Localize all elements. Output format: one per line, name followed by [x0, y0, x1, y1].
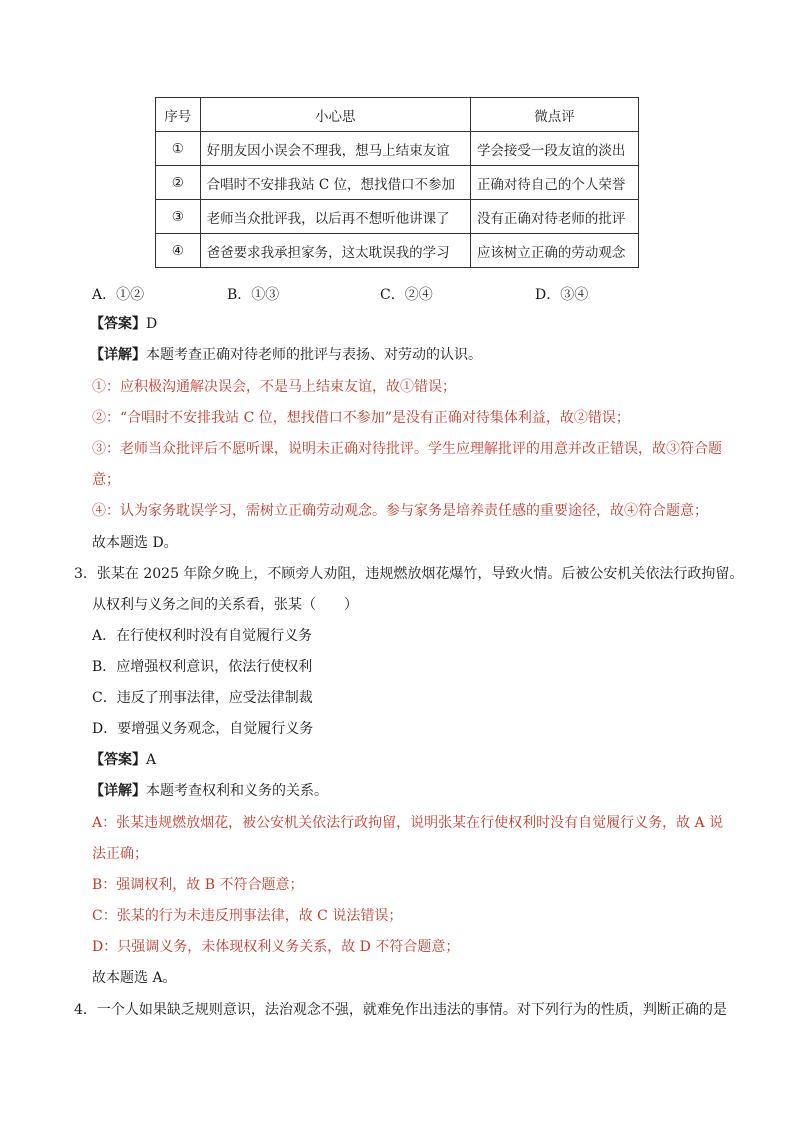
- table-header-cell: 序号: [156, 98, 201, 132]
- analysis-line: 法正确；: [92, 846, 148, 862]
- question-4-stem: 4．一个人如果缺乏规则意识，法治观念不强，就难免作出违法的事情。对下列行为的性质，判断正确的是: [74, 1002, 727, 1018]
- table-cell: 合唱时不安排我站 C 位，想找借口不参加: [200, 166, 470, 200]
- table-header-row: [156, 98, 639, 132]
- option-d: D．③④: [535, 287, 589, 303]
- table-cell: 爸爸要求我承担家务，这太耽误我的学习: [200, 234, 470, 268]
- conclusion: 故本题选 D。: [92, 535, 178, 551]
- q3-detail: [90, 781, 328, 801]
- q2-detail: [90, 345, 482, 365]
- option-d: D．要增强义务观念，自觉履行义务: [92, 721, 314, 737]
- table-cell: ①: [156, 132, 201, 166]
- table-cell: 老师当众批评我，以后再不想听他讲课了: [200, 200, 470, 234]
- answer-tag: 【答案】: [90, 316, 146, 332]
- table-cell: 正确对待自己的个人荣誉: [470, 166, 638, 200]
- question-2-table: [155, 97, 639, 268]
- table-cell: 好朋友因小误会不理我，想马上结束友谊: [200, 132, 470, 166]
- q2-answer: [90, 314, 157, 334]
- option-a: A．①②: [92, 287, 145, 303]
- table-cell: ④: [156, 234, 201, 268]
- question-3-stem-cont: 从权利与义务之间的关系看，张某（ ）: [92, 597, 358, 613]
- table-cell: 应该树立正确的劳动观念: [470, 234, 638, 268]
- analysis-line: B：强调权利，故 B 不符合题意；: [92, 877, 304, 893]
- table-row: [156, 166, 639, 200]
- table-cell: ③: [156, 200, 201, 234]
- table-header-cell: 小心思: [200, 98, 470, 132]
- option-a: A．在行使权利时没有自觉履行义务: [92, 628, 313, 644]
- option-b: B．①③: [227, 287, 280, 303]
- detail-text: 本题考查正确对待老师的批评与表扬、对劳动的认识。: [146, 347, 482, 363]
- detail-tag: 【详解】: [90, 783, 146, 799]
- table-cell: ②: [156, 166, 201, 200]
- table-row: [156, 200, 639, 234]
- analysis-line: A：张某违规燃放烟花，被公安机关依法行政拘留，说明张某在行使权利时没有自觉履行义务，故 A 说: [92, 815, 724, 831]
- table-row: [156, 132, 639, 166]
- option-b: B．应增强权利意识，依法行使权利: [92, 659, 313, 675]
- analysis-line: ①：应积极沟通解决误会，不是马上结束友谊，故①错误；: [92, 379, 456, 395]
- analysis-line: ③：老师当众批评后不愿听课，说明未正确对待批评。学生应理解批评的用意并改正错误，故③符合题: [92, 441, 722, 457]
- analysis-line: 意；: [92, 472, 120, 488]
- table-cell: 没有正确对待老师的批评: [470, 200, 638, 234]
- detail-text: 本题考查权利和义务的关系。: [146, 783, 328, 799]
- detail-tag: 【详解】: [90, 347, 146, 363]
- option-c: C．违反了刑事法律，应受法律制裁: [92, 690, 313, 706]
- analysis-line: C：张某的行为未违反刑事法律，故 C 说法错误；: [92, 908, 403, 924]
- analysis-line: ②：“合唱时不安排我站 C 位，想找借口不参加”是没有正确对待集体利益，故②错误；: [92, 410, 630, 426]
- table-cell: 学会接受一段友谊的淡出: [470, 132, 638, 166]
- answer-tag: 【答案】: [90, 752, 146, 768]
- option-c: C．②④: [380, 287, 433, 303]
- conclusion: 故本题选 A。: [92, 970, 177, 986]
- answer-value: D: [146, 316, 158, 332]
- answer-value: A: [146, 752, 157, 768]
- question-3-stem: 3．张某在 2025 年除夕晚上，不顾旁人劝阻，违规燃放烟花爆竹，导致火情。后被公安机关依法行政拘留。: [74, 566, 744, 582]
- q3-answer: [90, 750, 156, 770]
- analysis-line: ④：认为家务耽误学习，需树立正确劳动观念。参与家务是培养责任感的重要途径，故④符合题意；: [92, 503, 708, 519]
- table-row: [156, 234, 639, 268]
- table-header-cell: 微点评: [470, 98, 638, 132]
- analysis-line: D：只强调义务，未体现权利义务关系，故 D 不符合题意；: [92, 939, 460, 955]
